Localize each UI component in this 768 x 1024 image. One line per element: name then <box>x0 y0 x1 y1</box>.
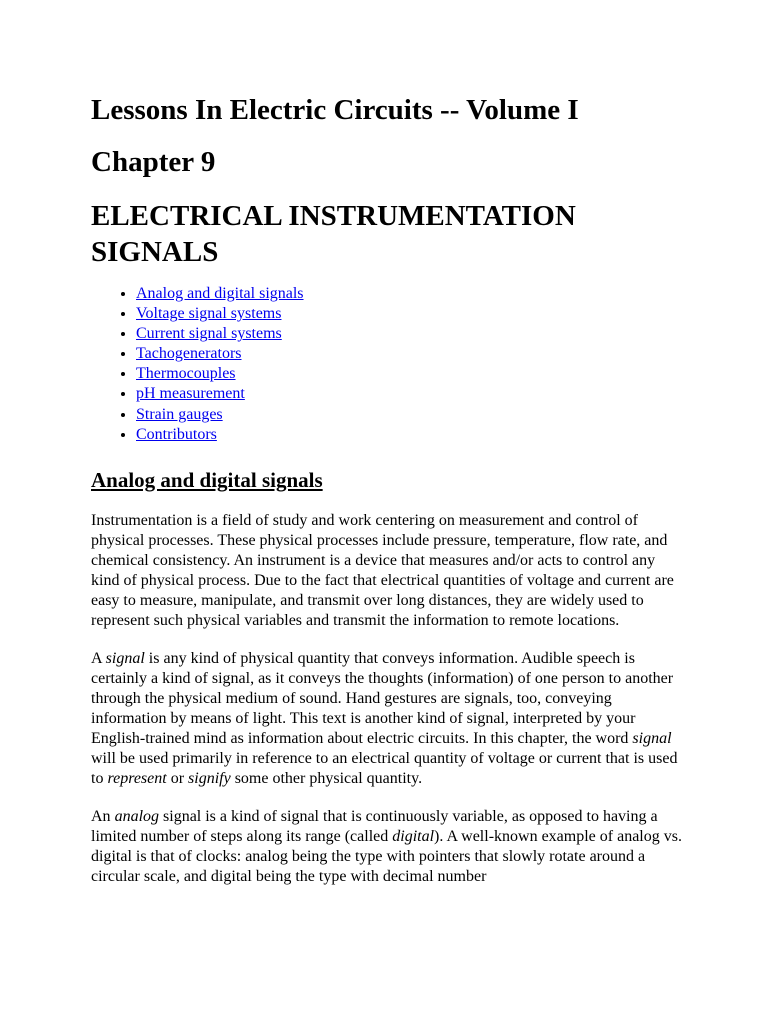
toc-link-strain-gauges[interactable]: Strain gauges <box>136 405 223 423</box>
text-run: will be used primarily in reference to an electrical quantity of voltage or current that is used to <box>91 749 678 787</box>
text-run: some other physical quantity. <box>230 769 423 787</box>
toc-link-ph-measurement[interactable]: pH measurement <box>136 385 245 403</box>
paragraph-instrumentation: Instrumentation is a field of study and work centering on measurement and control of physical processes. These physical processes include pressure, temperature, flow rate, and chemical consistency. An instrument is a device that measures and/or acts to control any kind of physical process. Due to the fact that electrical quantities of voltage and current are easy to measure, manipulate, and transmit over long distances, they are widely used to represent such physical variables and transmit the information to remote locations. <box>91 511 674 629</box>
text-run: signal is a kind of signal that is continuously variable, as opposed to having a limited number of steps along its range (called <box>91 807 658 845</box>
emphasis-signal: signal <box>105 649 145 667</box>
toc-link-voltage-signal[interactable]: Voltage signal systems <box>136 305 282 323</box>
paragraph-analog <box>91 807 683 887</box>
emphasis-digital: digital <box>392 827 435 845</box>
emphasis-signal-2: signal <box>632 729 672 747</box>
text-run: ). A well-known example of analog vs. digital is that of clocks: analog being the type with pointers that slowly rotate around a circular scale, and digital being the type with decimal number <box>91 827 682 885</box>
toc-item-ph-measurement <box>136 384 683 404</box>
section-heading: Analog and digital signals <box>91 467 323 492</box>
toc-item-thermocouples <box>136 364 683 384</box>
toc-item-tachogenerators <box>136 344 683 364</box>
toc-link-current-signal[interactable]: Current signal systems <box>136 325 282 343</box>
emphasis-signify: signify <box>188 769 231 787</box>
table-of-contents <box>91 284 683 445</box>
toc-item-strain-gauges <box>136 405 683 425</box>
toc-item-voltage-signal <box>136 304 683 324</box>
volume-title: Lessons In Electric Circuits -- Volume I <box>91 94 579 126</box>
text-run: is any kind of physical quantity that conveys information. Audible speech is certainly a kind of signal, as it conveys the thoughts (information) of one person to another through the physical medium of sound. Hand gestures are signals, too, conveying information by means of light. This text is another kind of signal, interpreted by your English-trained mind as information about electric circuits. In this chapter, the word <box>91 649 674 747</box>
chapter-title: ELECTRICAL INSTRUMENTATION SIGNALS <box>91 200 576 268</box>
toc-link-thermocouples[interactable]: Thermocouples <box>136 365 236 383</box>
emphasis-analog: analog <box>114 807 160 825</box>
chapter-number: Chapter 9 <box>91 146 216 178</box>
toc-item-contributors <box>136 425 683 445</box>
document-content <box>91 92 683 905</box>
toc-item-current-signal <box>136 324 683 344</box>
toc-link-tachogenerators[interactable]: Tachogenerators <box>136 345 242 363</box>
toc-item-analog-digital <box>136 284 683 304</box>
text-run: A <box>91 649 106 667</box>
toc-link-analog-digital[interactable]: Analog and digital signals <box>136 285 304 302</box>
paragraph-signal <box>91 649 683 789</box>
emphasis-represent: represent <box>107 769 167 787</box>
toc-link-contributors[interactable]: Contributors <box>136 425 217 443</box>
text-run: or <box>166 769 189 787</box>
text-run: An <box>91 807 115 825</box>
